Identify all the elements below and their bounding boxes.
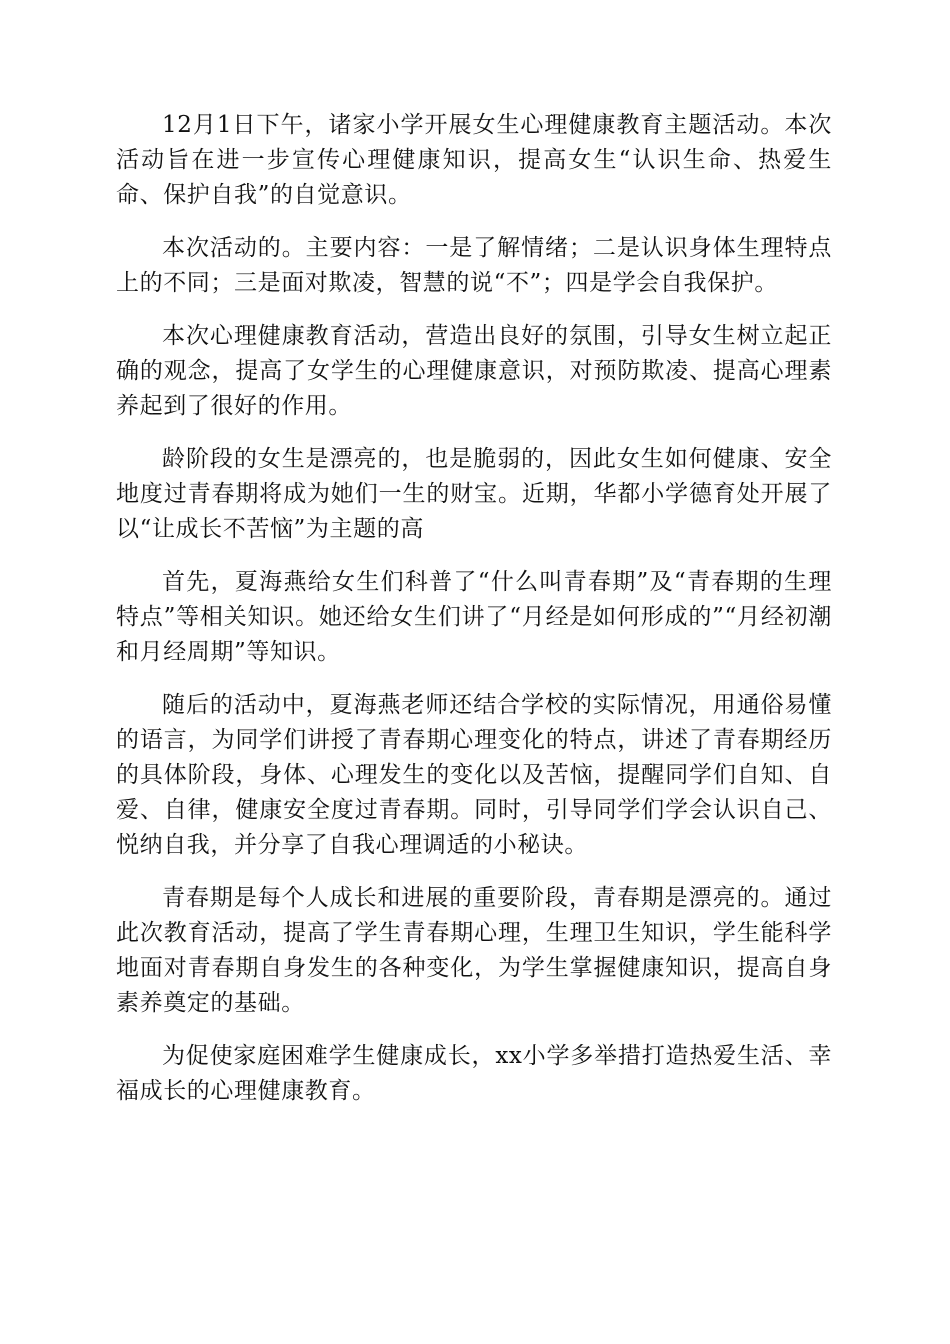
paragraph-3: 本次心理健康教育活动，营造出良好的氛围，引导女生树立起正确的观念，提高了女学生的心理健康意识，对预防欺凌、提高心理素养起到了很好的作用。 (116, 323, 832, 419)
paragraph-4: 龄阶段的女生是漂亮的，也是脆弱的，因此女生如何健康、安全地度过青春期将成为她们一生的财宝。近期，华都小学德育处开展了以“让成长不苦恼”为主题的高 (116, 446, 832, 542)
paragraph-1: 12月1日下午，诸家小学开展女生心理健康教育主题活动。本次活动旨在进一步宣传心理健康知识，提高女生“认识生命、热爱生命、保护自我”的自觉意识。 (116, 112, 832, 208)
paragraph-2: 本次活动的。主要内容：一是了解情绪；二是认识身体生理特点上的不同；三是面对欺凌，智慧的说“不”；四是学会自我保护。 (116, 235, 832, 296)
document-body (116, 108, 832, 1127)
paragraph-8: 为促使家庭困难学生健康成长，xx小学多举措打造热爱生活、幸福成长的心理健康教育。 (116, 1043, 832, 1104)
paragraph-5: 首先，夏海燕给女生们科普了“什么叫青春期”及“青春期的生理特点”等相关知识。她还给女生们讲了“月经是如何形成的”“月经初潮和月经周期”等知识。 (116, 569, 832, 665)
paragraph-6: 随后的活动中，夏海燕老师还结合学校的实际情况，用通俗易懂的语言，为同学们讲授了青春期心理变化的特点，讲述了青春期经历的具体阶段，身体、心理发生的变化以及苦恼，提醒同学们自知、自爱、自律，健康安全度过青春期。同时，引导同学们学会认识自己、悦纳自我，并分享了自我心理调适的小秘诀。 (116, 692, 832, 858)
paragraph-7: 青春期是每个人成长和进展的重要阶段，青春期是漂亮的。通过此次教育活动，提高了学生青春期心理，生理卫生知识，学生能科学地面对青春期自身发生的各种变化，为学生掌握健康知识，提高自身素养奠定的基础。 (116, 885, 832, 1016)
